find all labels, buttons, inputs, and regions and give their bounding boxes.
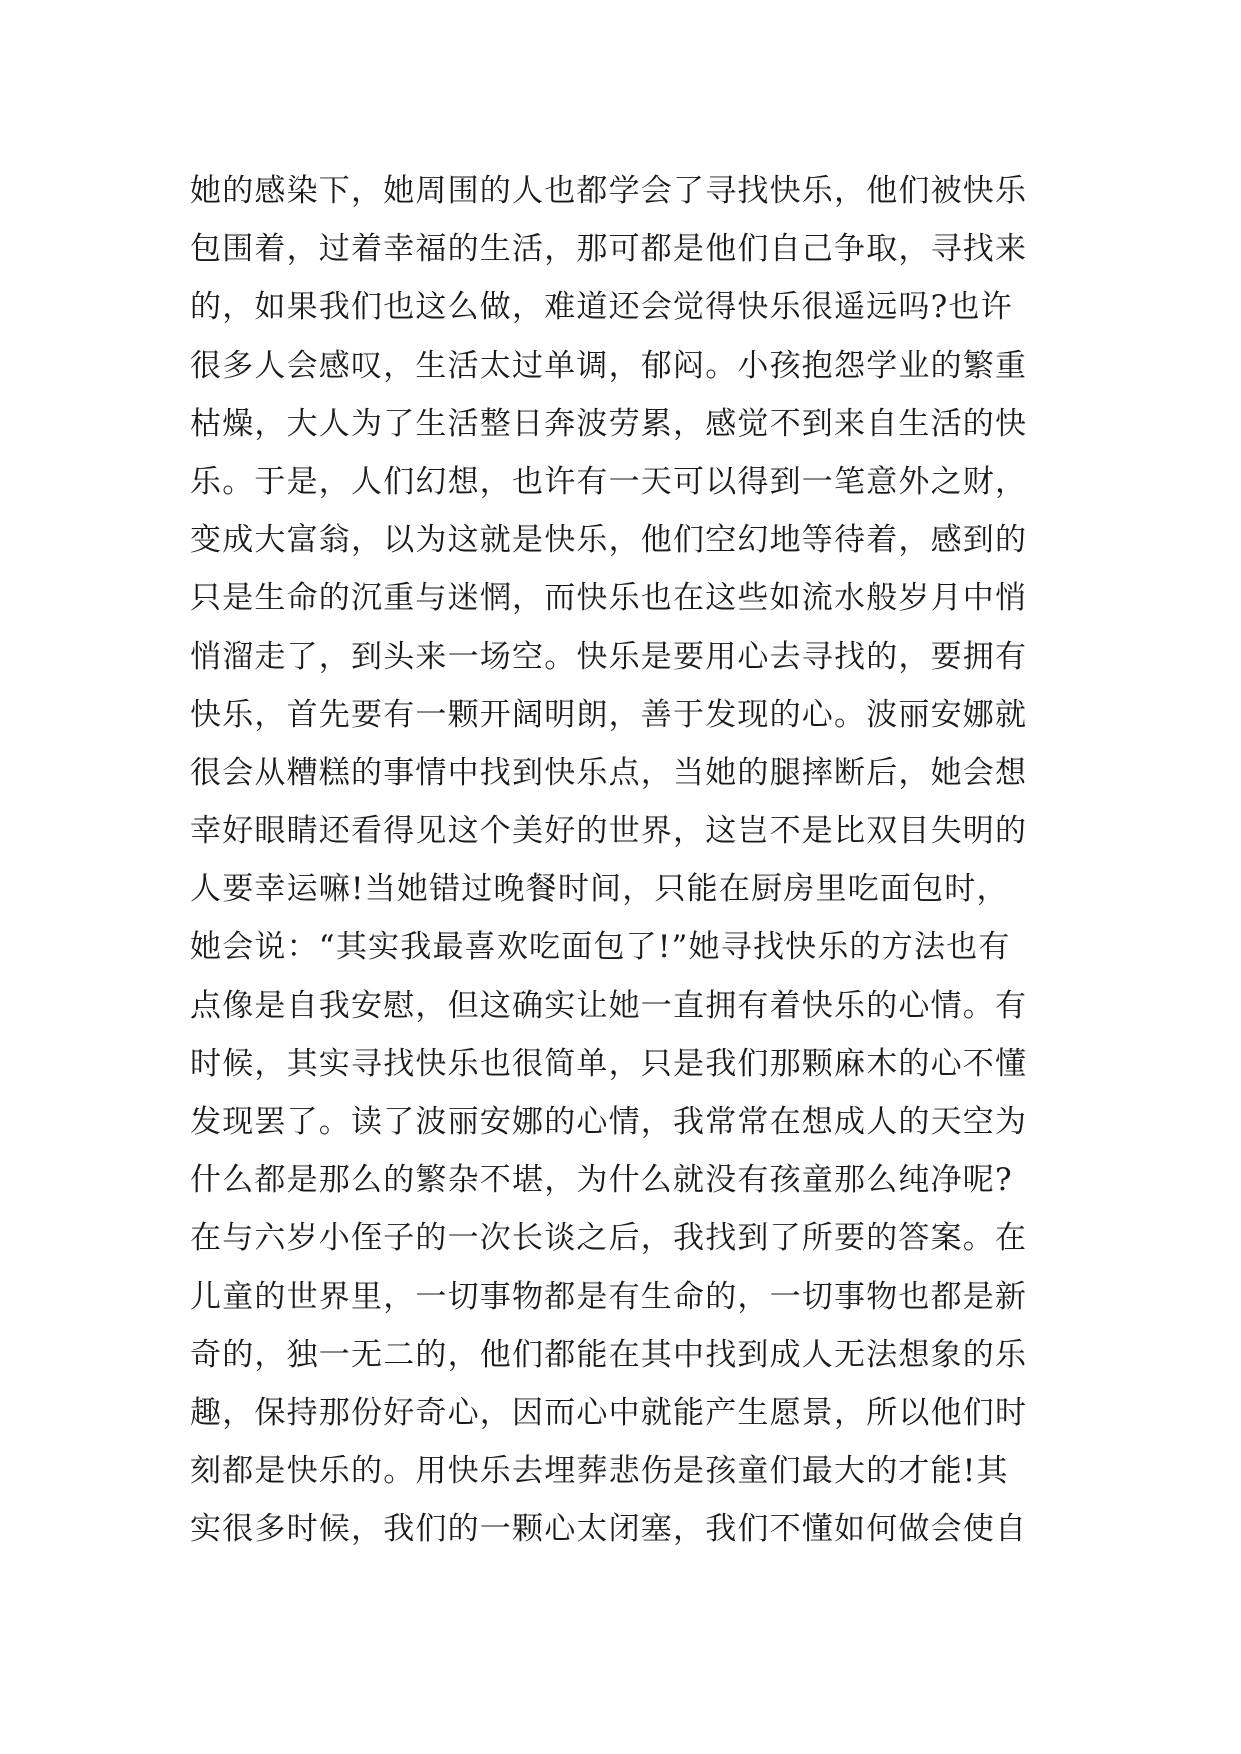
text-line: 什么都是那么的繁杂不堪，为什么就没有孩童那么纯净呢? [190,1162,1013,1199]
text-line: 刻都是快乐的。用快乐去埋葬悲伤是孩童们最大的才能!其 [190,1453,1009,1490]
text-line: 快乐，首先要有一颗开阔明朗，善于发现的心。波丽安娜就 [190,696,1028,733]
text-line: 她的感染下，她周围的人也都学会了寻找快乐，他们被快乐 [190,173,1028,209]
body-text [190,162,1070,1559]
text-line: 的，如果我们也这么做，难道还会觉得快乐很遥远吗?也许 [190,289,1013,326]
text-line: 乐。于是，人们幻想，也许有一天可以得到一笔意外之财， [190,463,1028,500]
text-line: 点像是自我安慰，但这确实让她一直拥有着快乐的心情。有 [190,987,1028,1024]
text-line: 悄溜走了，到头来一场空。快乐是要用心去寻找的，要拥有 [190,638,1028,675]
text-line: 幸好眼睛还看得见这个美好的世界，这岂不是比双目失明的 [190,813,1028,850]
text-line: 奇的，独一无二的，他们都能在其中找到成人无法想象的乐 [190,1336,1028,1373]
text-line: 只是生命的沉重与迷惘，而快乐也在这些如流水般岁月中悄 [190,580,1028,617]
text-line: 时候，其实寻找快乐也很简单，只是我们那颗麻木的心不懂 [190,1045,1028,1082]
text-line: 人要幸运嘛!当她错过晚餐时间，只能在厨房里吃面包时， [190,871,1009,908]
text-line: 很多人会感叹，生活太过单调，郁闷。小孩抱怨学业的繁重 [190,347,1028,384]
text-line: 她会说：“其实我最喜欢吃面包了!”她寻找快乐的方法也有 [190,929,1011,966]
text-line: 枯燥，大人为了生活整日奔波劳累，感觉不到来自生活的快 [190,405,1028,442]
text-line: 包围着，过着幸福的生活，那可都是他们自己争取，寻找来 [190,231,1028,268]
text-line: 在与六岁小侄子的一次长谈之后，我找到了所要的答案。在 [190,1220,1028,1257]
text-line: 很会从糟糕的事情中找到快乐点，当她的腿摔断后，她会想 [190,754,1028,791]
text-line: 儿童的世界里，一切事物都是有生命的，一切事物也都是新 [190,1278,1028,1315]
text-line: 变成大富翁，以为这就是快乐，他们空幻地等待着，感到的 [190,522,1028,559]
text-line: 实很多时候，我们的一颗心太闭塞，我们不懂如何做会使自 [190,1511,1028,1548]
text-line: 发现罢了。读了波丽安娜的心情，我常常在想成人的天空为 [190,1104,1028,1140]
text-line: 趣，保持那份好奇心，因而心中就能产生愿景，所以他们时 [190,1394,1028,1431]
